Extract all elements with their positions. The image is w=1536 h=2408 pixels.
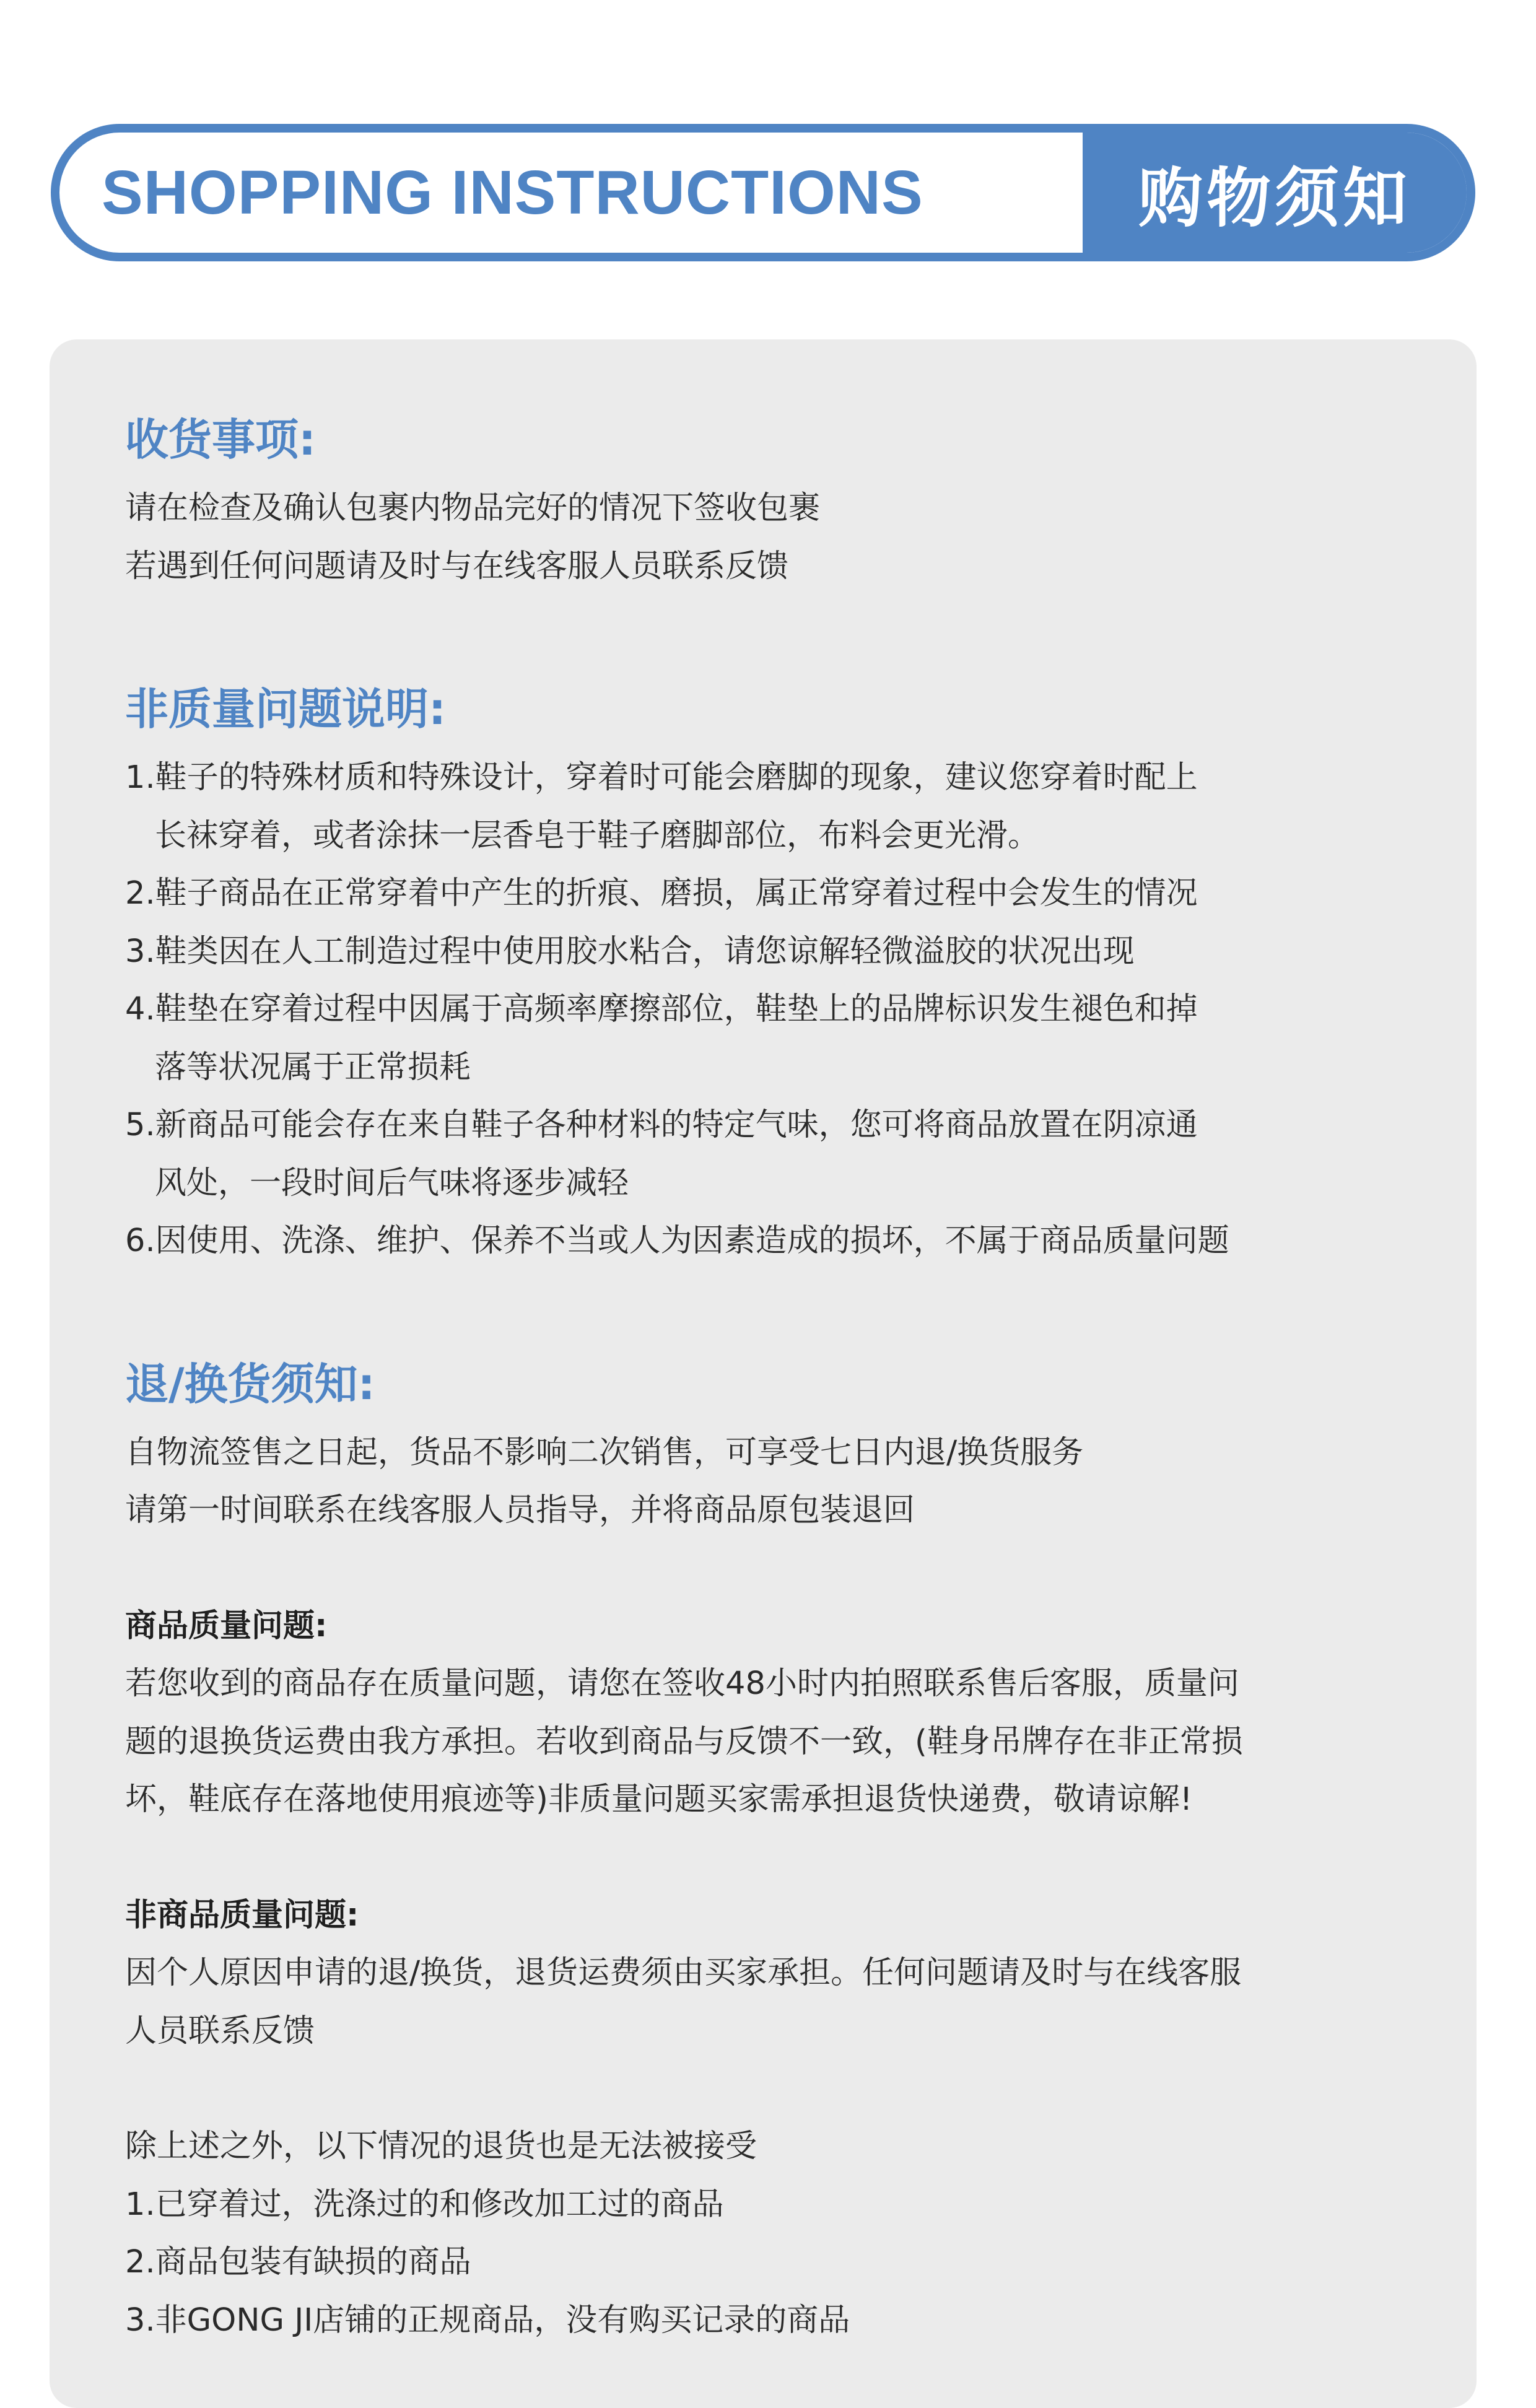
non-quality-line: 6.因使用、洗涤、维护、保养不当或人为因素造成的损坏，不属于商品质量问题 [125,1223,1229,1259]
header-title-en: SHOPPING INSTRUCTIONS [102,157,923,227]
non-quality-title: 非质量问题说明: [125,684,446,735]
non-quality-issue-line: 人员联系反馈 [125,2012,315,2049]
non-quality-line: 5.新商品可能会存在来自鞋子各种材料的特定气味，您可将商品放置在阴凉通 [125,1107,1198,1143]
header-banner [51,124,1475,261]
quality-issue-line: 题的退换货运费由我方承担。若收到商品与反馈不一致，(鞋身吊牌存在非正常损 [125,1723,1243,1760]
exclusions-line: 1.已穿着过，洗涤过的和修改加工过的商品 [125,2186,724,2223]
returns-title: 退/换货须知: [125,1358,375,1410]
instructions-panel [50,339,1477,2408]
non-quality-line: 风处，一段时间后气味将逐步减轻 [155,1164,629,1202]
non-quality-line: 3.鞋类因在人工制造过程中使用胶水粘合，请您谅解轻微溢胶的状况出现 [125,933,1135,970]
non-quality-line: 2.鞋子商品在正常穿着中产生的折痕、磨损，属正常穿着过程中会发生的情况 [125,875,1198,912]
exclusions-line: 2.商品包装有缺损的商品 [125,2244,471,2280]
header-title-cn-block [1083,133,1467,253]
quality-issue-line: 坏，鞋底存在落地使用痕迹等)非质量问题买家需承担退货快递费，敬请谅解! [125,1781,1193,1818]
non-quality-line: 长袜穿着，或者涂抹一层香皂于鞋子磨脚部位，布料会更光滑。 [155,817,1040,854]
non-quality-issue-title: 非商品质量问题: [125,1896,359,1934]
receiving-line: 请在检查及确认包裹内物品完好的情况下签收包裹 [125,490,821,526]
instructions-content [125,339,1390,2349]
exclusions-line: 3.非GONG JI店铺的正规商品，没有购买记录的商品 [125,2301,850,2339]
non-quality-issue-line: 因个人原因申请的退/换货，退货运费须由买家承担。任何问题请及时与在线客服 [125,1955,1242,1991]
receiving-line: 若遇到任何问题请及时与在线客服人员联系反馈 [125,547,789,585]
quality-issue-line: 若您收到的商品存在质量问题，请您在签收48小时内拍照联系售后客服，质量问 [125,1665,1239,1702]
non-quality-line: 4.鞋垫在穿着过程中因属于高频率摩擦部位，鞋垫上的品牌标识发生褪色和掉 [125,991,1198,1027]
header-title-cn: 购物须知 [1138,160,1411,236]
quality-issue-title: 商品质量问题: [125,1607,328,1644]
non-quality-line: 落等状况属于正常损耗 [155,1049,471,1086]
non-quality-line: 1.鞋子的特殊材质和特殊设计，穿着时可能会磨脚的现象，建议您穿着时配上 [125,759,1198,796]
receiving-title: 收货事项: [125,414,316,465]
exclusions-line: 除上述之外，以下情况的退货也是无法被接受 [125,2128,757,2165]
returns-line: 自物流签售之日起，货品不影响二次销售，可享受七日内退/换货服务 [125,1434,1084,1471]
returns-line: 请第一时间联系在线客服人员指导，并将商品原包装退回 [125,1492,915,1529]
